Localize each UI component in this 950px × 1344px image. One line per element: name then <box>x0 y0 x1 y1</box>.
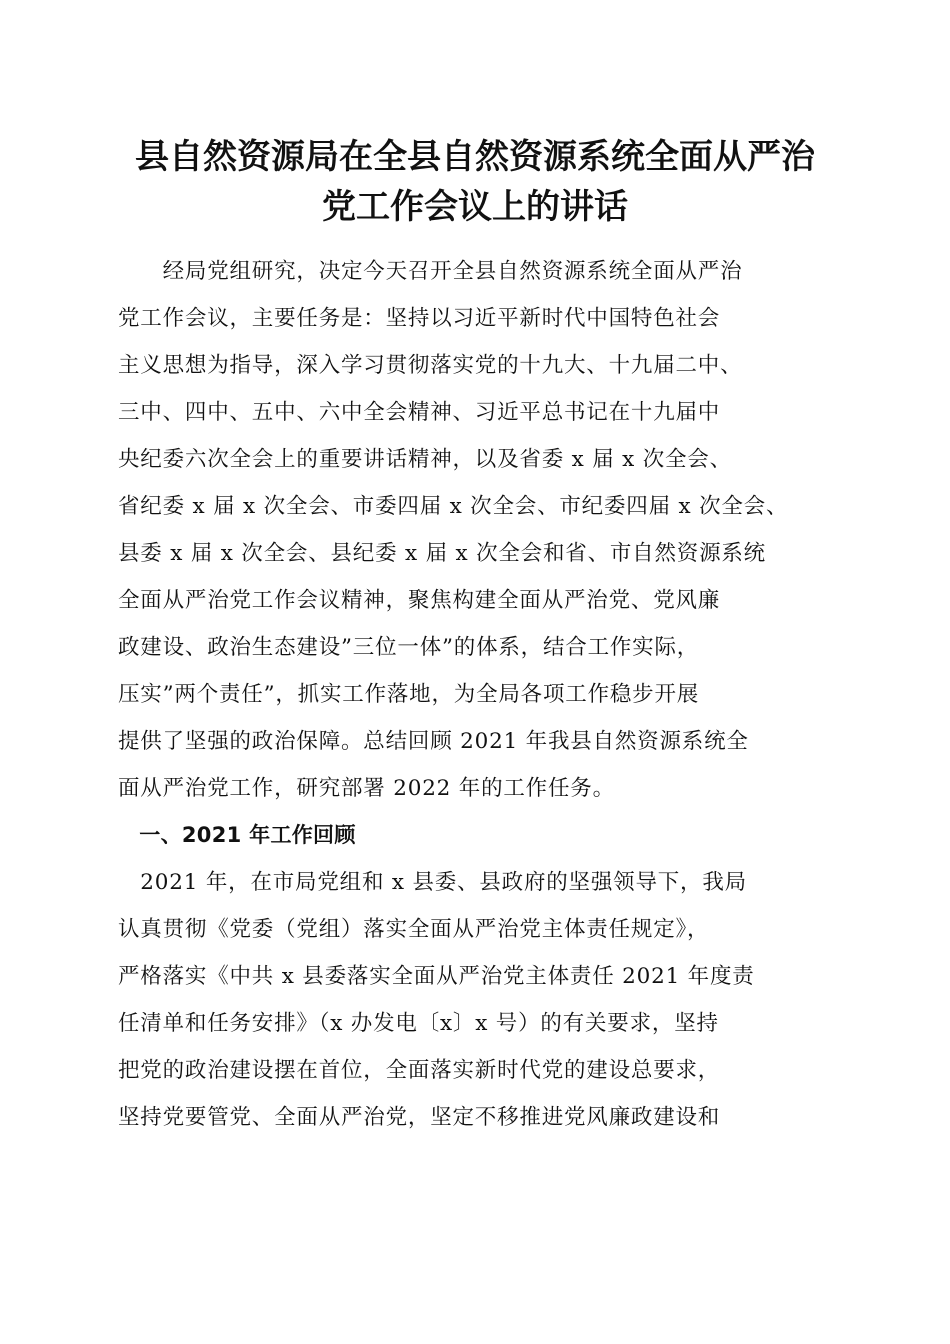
paragraph-2-line: 坚持党要管党、全面从严治党，坚定不移推进党风廉政建设和 <box>118 1105 721 1130</box>
paragraph-2-line: 把党的政治建设摆在首位，全面落实新时代党的建设总要求， <box>118 1058 721 1083</box>
paragraph-1-line: 央纪委六次全会上的重要讲话精神，以及省委 x 届 x 次全会、 <box>118 447 732 472</box>
paragraph-1-line: 三中、四中、五中、六中全会精神、习近平总书记在十九届中 <box>118 400 721 425</box>
document-title <box>80 132 870 232</box>
paragraph-2-line: 严格落实《中共 x 县委落实全面从严治党主体责任 2021 年度责 <box>118 964 755 989</box>
paragraph-1-line: 全面从严治党工作会议精神，聚焦构建全面从严治党、党风廉 <box>118 588 721 613</box>
paragraph-1-line: 主义思想为指导，深入学习贯彻落实党的十九大、十九届二中、 <box>118 353 743 378</box>
paragraph-1-line: 县委 x 届 x 次全会、县纪委 x 届 x 次全会和省、市自然资源系统 <box>118 541 766 566</box>
title-line-2: 党工作会议上的讲话 <box>322 187 628 227</box>
section-heading: 一、2021 年工作回顾 <box>118 823 356 847</box>
paragraph-1-line: 提供了坚强的政治保障。总结回顾 2021 年我县自然资源系统全 <box>118 729 749 754</box>
paragraph-1-line: 政建设、政治生态建设”三位一体”的体系，结合工作实际， <box>118 635 700 660</box>
paragraph-2-line: 认真贯彻《党委（党组）落实全面从严治党主体责任规定》， <box>118 917 710 942</box>
paragraph-1-line: 经局党组研究，决定今天召开全县自然资源系统全面从严治 <box>118 259 743 284</box>
paragraph-2-line: 任清单和任务安排》（x 办发电〔x〕x 号）的有关要求，坚持 <box>118 1011 719 1036</box>
document-body <box>118 248 838 1141</box>
paragraph-1-line: 省纪委 x 届 x 次全会、市委四届 x 次全会、市纪委四届 x 次全会、 <box>118 494 789 519</box>
paragraph-2-line: 2021 年，在市局党组和 x 县委、县政府的坚强领导下，我局 <box>118 870 747 895</box>
paragraph-1-line: 压实”两个责任”，抓实工作落地，为全局各项工作稳步开展 <box>118 682 700 707</box>
title-line-1: 县自然资源局在全县自然资源系统全面从严治 <box>135 137 815 177</box>
paragraph-1-line: 面从严治党工作，研究部署 2022 年的工作任务。 <box>118 776 615 801</box>
paragraph-1-line: 党工作会议，主要任务是：坚持以习近平新时代中国特色社会 <box>118 306 721 331</box>
